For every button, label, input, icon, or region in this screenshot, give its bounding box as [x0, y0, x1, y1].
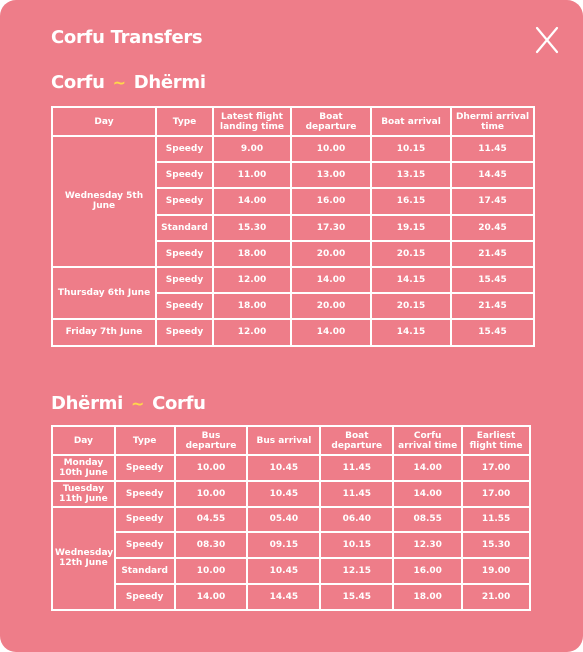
- column-header: Type: [115, 426, 175, 455]
- time-cell: 14.00: [393, 455, 462, 481]
- time-cell: 14.15: [371, 319, 451, 345]
- table-row: [52, 267, 534, 293]
- column-header: Corfu arrival time: [393, 426, 462, 455]
- time-cell: 13.00: [291, 162, 371, 188]
- day-cell: Tuesday 11th June: [52, 481, 115, 507]
- outbound-separator: ~: [112, 73, 126, 92]
- table-row: [52, 558, 530, 584]
- column-header: Boat arrival: [371, 107, 451, 136]
- time-cell: 15.30: [462, 532, 530, 558]
- time-cell: 15.30: [213, 215, 291, 241]
- table-row: [52, 532, 530, 558]
- return-to: Corfu: [152, 393, 206, 414]
- time-cell: 04.55: [175, 507, 248, 533]
- return-separator: ~: [130, 394, 145, 413]
- return-route-heading: [51, 393, 206, 414]
- time-cell: 10.45: [247, 455, 320, 481]
- header-row: [52, 107, 534, 136]
- time-cell: 19.15: [371, 215, 451, 241]
- day-cell: Thursday 6th June: [52, 267, 156, 319]
- close-button[interactable]: [533, 24, 561, 56]
- day-cell: Wednesday 5th June: [52, 136, 156, 267]
- table-row: [52, 455, 530, 481]
- time-cell: 21.45: [451, 241, 534, 267]
- time-cell: 11.00: [213, 162, 291, 188]
- column-header: Day: [52, 426, 115, 455]
- time-cell: 15.45: [451, 267, 534, 293]
- time-cell: 14.00: [393, 481, 462, 507]
- time-cell: 16.00: [291, 188, 371, 214]
- time-cell: 11.45: [320, 455, 393, 481]
- time-cell: 08.55: [393, 507, 462, 533]
- time-cell: 08.30: [175, 532, 248, 558]
- time-cell: 14.00: [291, 319, 371, 345]
- time-cell: 14.00: [213, 188, 291, 214]
- time-cell: 17.00: [462, 481, 530, 507]
- time-cell: 17.45: [451, 188, 534, 214]
- time-cell: 21.00: [462, 584, 530, 610]
- outbound-to: Dhërmi: [133, 72, 206, 93]
- day-cell: Friday 7th June: [52, 319, 156, 345]
- type-cell: Speedy: [115, 455, 175, 481]
- type-cell: Speedy: [115, 507, 175, 533]
- time-cell: 10.15: [371, 136, 451, 162]
- time-cell: 20.15: [371, 241, 451, 267]
- type-cell: Speedy: [115, 584, 175, 610]
- time-cell: 19.00: [462, 558, 530, 584]
- time-cell: 11.45: [451, 136, 534, 162]
- table-row: [52, 319, 534, 345]
- time-cell: 05.40: [247, 507, 320, 533]
- type-cell: Speedy: [156, 136, 213, 162]
- column-header: Boat departure: [291, 107, 371, 136]
- outbound-route-heading: [51, 72, 206, 93]
- time-cell: 17.00: [462, 455, 530, 481]
- time-cell: 12.00: [213, 319, 291, 345]
- time-cell: 18.00: [213, 241, 291, 267]
- table-row: [52, 507, 530, 533]
- time-cell: 11.55: [462, 507, 530, 533]
- return-from: Dhërmi: [51, 393, 123, 414]
- time-cell: 12.00: [213, 267, 291, 293]
- type-cell: Speedy: [156, 319, 213, 345]
- return-schedule-table: [51, 425, 531, 611]
- time-cell: 14.45: [247, 584, 320, 610]
- time-cell: 10.00: [291, 136, 371, 162]
- time-cell: 10.00: [175, 558, 248, 584]
- column-header: Day: [52, 107, 156, 136]
- time-cell: 14.00: [175, 584, 248, 610]
- time-cell: 16.15: [371, 188, 451, 214]
- day-cell: Wednesday 12th June: [52, 507, 115, 610]
- table-row: [52, 481, 530, 507]
- column-header: Latest flight landing time: [213, 107, 291, 136]
- table-row: [52, 584, 530, 610]
- type-cell: Speedy: [156, 293, 213, 319]
- type-cell: Speedy: [156, 241, 213, 267]
- time-cell: 18.00: [213, 293, 291, 319]
- type-cell: Speedy: [115, 481, 175, 507]
- table-row: [52, 136, 534, 162]
- time-cell: 20.00: [291, 293, 371, 319]
- type-cell: Speedy: [115, 532, 175, 558]
- column-header: Bus departure: [175, 426, 248, 455]
- type-cell: Standard: [115, 558, 175, 584]
- time-cell: 10.00: [175, 455, 248, 481]
- time-cell: 06.40: [320, 507, 393, 533]
- time-cell: 14.45: [451, 162, 534, 188]
- outbound-schedule-table: [51, 106, 535, 347]
- time-cell: 12.15: [320, 558, 393, 584]
- time-cell: 09.15: [247, 532, 320, 558]
- modal-title: Corfu Transfers: [51, 27, 203, 48]
- time-cell: 18.00: [393, 584, 462, 610]
- outbound-from: Corfu: [51, 72, 105, 93]
- time-cell: 13.15: [371, 162, 451, 188]
- time-cell: 14.15: [371, 267, 451, 293]
- time-cell: 10.15: [320, 532, 393, 558]
- time-cell: 20.00: [291, 241, 371, 267]
- type-cell: Speedy: [156, 162, 213, 188]
- time-cell: 17.30: [291, 215, 371, 241]
- time-cell: 14.00: [291, 267, 371, 293]
- type-cell: Standard: [156, 215, 213, 241]
- time-cell: 10.45: [247, 481, 320, 507]
- column-header: Boat departure: [320, 426, 393, 455]
- time-cell: 11.45: [320, 481, 393, 507]
- time-cell: 9.00: [213, 136, 291, 162]
- type-cell: Speedy: [156, 267, 213, 293]
- time-cell: 15.45: [451, 319, 534, 345]
- time-cell: 20.45: [451, 215, 534, 241]
- type-cell: Speedy: [156, 188, 213, 214]
- day-cell: Monday 10th June: [52, 455, 115, 481]
- column-header: Type: [156, 107, 213, 136]
- time-cell: 12.30: [393, 532, 462, 558]
- header-row: [52, 426, 530, 455]
- time-cell: 21.45: [451, 293, 534, 319]
- time-cell: 20.15: [371, 293, 451, 319]
- time-cell: 15.45: [320, 584, 393, 610]
- column-header: Dhermi arrival time: [451, 107, 534, 136]
- close-icon: [533, 24, 561, 56]
- column-header: Earliest flight time: [462, 426, 530, 455]
- time-cell: 16.00: [393, 558, 462, 584]
- column-header: Bus arrival: [247, 426, 320, 455]
- time-cell: 10.45: [247, 558, 320, 584]
- time-cell: 10.00: [175, 481, 248, 507]
